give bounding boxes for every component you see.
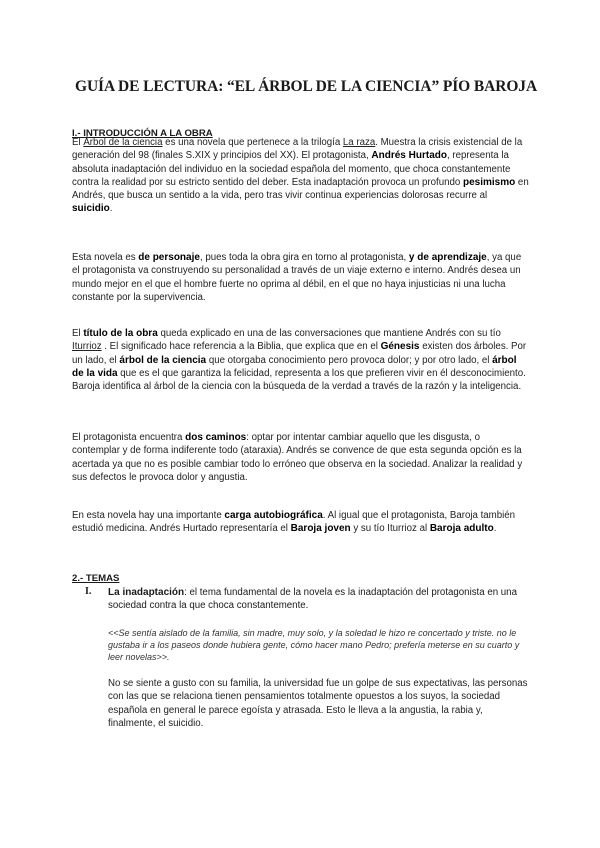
document-title: GUÍA DE LECTURA: “EL ÁRBOL DE LA CIENCIA” PÍO BAROJA [75, 78, 538, 95]
paragraph-personaje: Esta novela es de personaje, pues toda la obra gira en torno al protagonista, y de aprendizaje, ya que el protagonista va construyendo su personalidad a través de un viaje externo e interno. Andrés desea un mundo mejor en el que el hombre fuerte no oprima al débil, en el que no haya injusticias ni una lucha constante por la supervivencia. [72, 252, 522, 303]
paragraph-inadaptacion-detail: No se siente a gusto con su familia, la universidad fue un golpe de sus expectativas, las personas con las que se relaciona tienen pensamientos totalmente opuestos a los suyos, la sociedad española en general le parece egoísta y atrasada. Esto le lleva a la angustia, la rabia y, finalmente, el suicidio. [108, 678, 528, 729]
paragraph-titulo: El título de la obra queda explicado en una de las conversaciones que mantiene Andrés con su tío Iturrioz . El significado hace referencia a la Biblia, que explica que en el Génesis existen dos árboles. Por un lado, el árbol de la ciencia que otorgaba conocimiento pero provoca dolor; y por otro lado, el árbol de la vida que es el que garantiza la felicidad, representa a los que prefieren vivir en él desconocimiento. Baroja identifica al árbol de la ciencia con la búsqueda de la verdad a través de la razón y la inteligencia. [72, 328, 527, 393]
section-heading-introduction: I.- INTRODUCCIÓN A LA OBRA [72, 128, 213, 139]
section-heading-temas: 2.- TEMAS [72, 573, 120, 584]
paragraph-autobiografica: En esta novela hay una importante carga autobiográfica. Al igual que el protagonista, Baroja también estudió medicina. Andrés Hurtado representaría el Baroja joven y su tío Iturrioz al Baroja adulto. [72, 510, 516, 535]
list-number: I. [85, 586, 92, 597]
paragraph-introduction: El Árbol de la ciencia es una novela que pertenece a la trilogía La raza. Muestra la crisis existencial de la generación del 98 (finales S.XIX y principios del XX). El protagonista, Andrés Hurtado, representa la absoluta inadaptación del individuo en la sociedad española del momento, que choca constantemente contra la realidad por su estricto sentido del deber. Esta inadaptación provoca un profundo pesimismo en Andrés, que busca un sentido a la vida, pero tras vivir continua experiencias dolorosas recurre al suicidio. [72, 137, 529, 215]
quote-block: <<Se sentía aislado de la familia, sin madre, muy solo, y la soledad le hizo re concertado y triste. no le gustaba ir a los paseos donde hubiera gente, cómo hacer mano Pedro; prefería meterse en su cuarto y leer novelas>>. [108, 628, 520, 663]
paragraph-dos-caminos: El protagonista encuentra dos caminos: optar por intentar cambiar aquello que les disgusta, o contemplar y de forma indiferente todo (ataraxia). Andrés se convence de que esta segunda opción es la acertada ya que no es posible cambiar todo lo erróneo que observa en la sociedad. Analizar la realidad y sus defectos le provoca dolor y angustia. [72, 432, 523, 483]
list-item-text: La inadaptación: el tema fundamental de la novela es la inadaptación del protagonista en una sociedad contra la que choca constantemente. [108, 587, 517, 612]
